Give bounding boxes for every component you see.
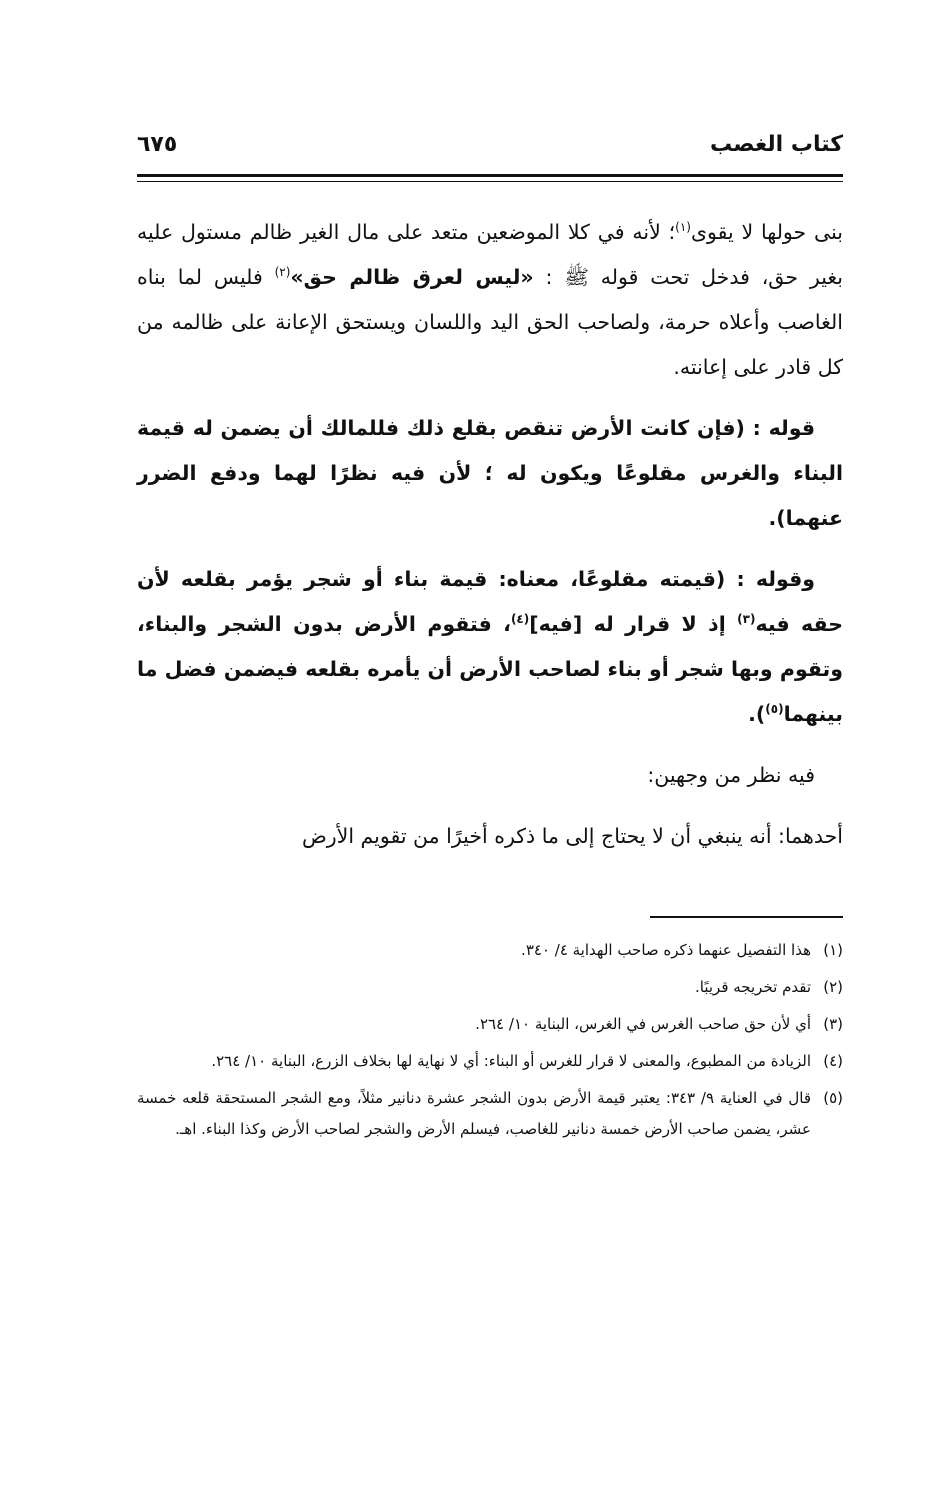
paragraph-5: أحدهما: أنه ينبغي أن لا يحتاج إلى ما ذكره أخيرًا من تقويم الأرض: [301, 824, 843, 848]
footnote-ref-1[interactable]: (١): [675, 220, 691, 235]
header-rule-thin: [137, 181, 843, 182]
page-header: [137, 128, 843, 168]
paragraph-4: فيه نظر من وجهين:: [647, 763, 815, 787]
footnote-2: [137, 972, 843, 1003]
footnote-text: هذا التفصيل عنهما ذكره صاحب الهداية ٤/ ٣٤٠.: [521, 941, 811, 959]
footnote-4: [137, 1046, 843, 1077]
paragraph-3: وقوله : (قيمته مقلوعًا، معناه: قيمة بناء أو شجر يؤمر بقلعه لأن حقه فيه$^{(٣)}$ إذ لا قرار له [فيه]$^{(٤)}$، فتقوم الأرض بدون الشجر والبناء، وتقوم وبها شجر أو بناء لصاحب الأرض أن يأمره بقلعه فيضمن فضل ما بينهما$^{(٥)}$).: [137, 567, 844, 726]
matn-quote: (فإن كانت الأرض تنقص بقلع ذلك فللمالك أن يضمن له قيمة البناء والغرس مقلوعًا ويكون له ؛ لأن فيه نظرًا لهما ودفع الضرر عنهما).: [137, 416, 843, 530]
paragraph-2: قوله : (فإن كانت الأرض تنقص بقلع ذلك فللمالك أن يضمن له قيمة البناء والغرس مقلوعًا ويكون له ؛ لأن فيه نظرًا لهما ودفع الضرر عنهما).: [137, 416, 843, 530]
footnote-text: الزيادة من المطبوع، والمعنى لا قرار للغرس أو البناء: أي لا نهاية لها بخلاف الزرع، البناية ١٠/ ٢٦٤.: [211, 1052, 811, 1070]
footnote-text: أي لأن حق صاحب الغرس في الغرس، البناية ١٠/ ٢٦٤.: [475, 1015, 811, 1033]
paragraph-1: بنى حولها لا يقوى$^{(١)}$؛ لأنه في كلا الموضعين متعد على مال الغير ظالم مستول عليه بغير حق، فدخل تحت قوله ﷺ : «ليس لعرق ظالم حق»$^{(٢)}$ فليس لما بناه الغاصب وأعلاه حرمة، ولصاحب الحق اليد واللسان ويستحق الإعانة على ظالمه من كل قادر على إعانته.: [137, 220, 843, 379]
footnote-text: قال في العناية ٩/ ٣٤٣: يعتبر قيمة الأرض بدون الشجر عشرة دنانير مثلاً، ومع الشجر المستحقة قلعه خمسة عشر، يضمن صاحب الأرض خمسة دنانير للغاصب، فيسلم الأرض والشجر لصاحب الأرض وكذا البناء. اهـ.: [137, 1089, 812, 1138]
footnote-ref-3[interactable]: (٣): [737, 612, 756, 627]
footnote-1: [137, 935, 843, 966]
footnote-number: (٣): [823, 1015, 843, 1033]
footnote-5: [137, 1083, 843, 1145]
chapter-title: كتاب الغصب: [710, 132, 843, 157]
header-rule-thick: [137, 174, 843, 177]
footnote-number: (٤): [823, 1052, 843, 1070]
footnote-ref-4[interactable]: (٤): [510, 612, 530, 627]
main-text: [137, 210, 843, 859]
footnote-ref-2[interactable]: (٢): [274, 265, 291, 280]
page-number: ٦٧٥: [137, 132, 178, 157]
footnote-separator: [650, 916, 843, 918]
footnotes: [137, 935, 843, 1151]
footnote-number: (١): [823, 941, 843, 959]
footnote-ref-5[interactable]: (٥): [765, 702, 784, 717]
footnote-number: (٥): [823, 1089, 843, 1107]
footnote-number: (٢): [823, 978, 843, 996]
footnote-3: [137, 1009, 843, 1040]
footnote-text: تقدم تخريجه قريبًا.: [695, 978, 811, 996]
hadith-quote: «ليس لعرق ظالم حق»: [290, 265, 534, 289]
